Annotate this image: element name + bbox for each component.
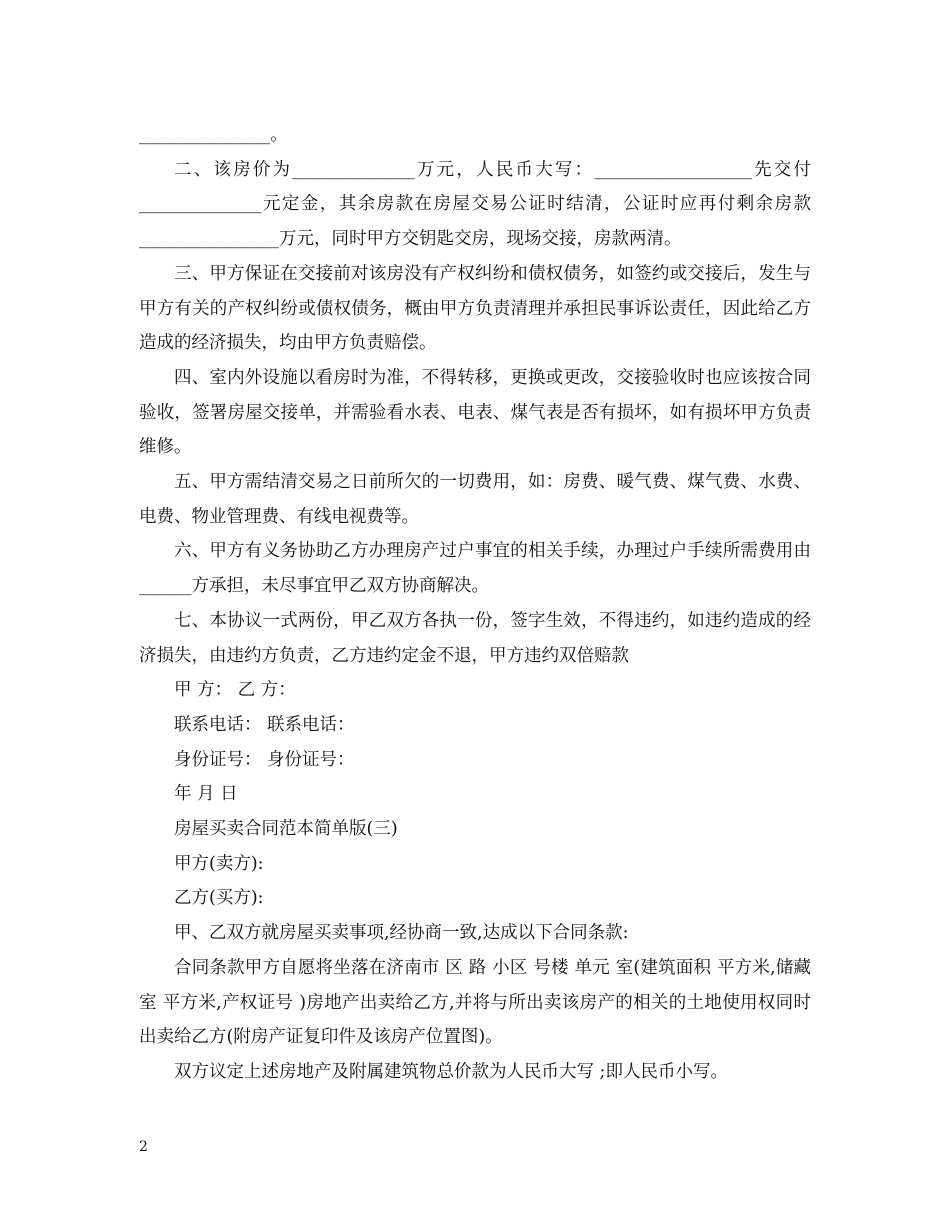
- agreement-intro: 甲、乙双方就房屋买卖事项,经协商一致,达成以下合同条款:: [174, 923, 629, 944]
- clause-5-fees: 五、甲方需结清交易之日前所欠的一切费用，如：房费、暖气费、煤气费、水费、电费、物业管理费、有线电视费等。: [139, 472, 811, 527]
- clause-4-facilities: 四、室内外设施以看房时为准，不得转移，更换或更改，交接验收时也应该按合同验收，签署房屋交接单，并需验看水表、电表、煤气表是否有损坏，如有损坏甲方负责维修。: [139, 367, 811, 458]
- contract-terms: 合同条款甲方自愿将坐落在济南市 区 路 小区 号楼 单元 室(建筑面积 平方米,储藏室 平方米,产权证号 )房地产出卖给乙方,并将与所出卖该房产的相关的土地使用权同时出卖给乙方(附房产证复印件及该房产位置图)。: [139, 957, 811, 1048]
- clause-7-copies: 七、本协议一式两份，甲乙双方各执一份，签字生效，不得违约，如违约造成的经济损失，由违约方负责，乙方违约定金不退，甲方违约双倍赔款: [139, 610, 811, 666]
- party-a-seller: 甲方(卖方):: [174, 853, 264, 874]
- signature-date: 年 月 日: [174, 784, 238, 805]
- signature-phone: 联系电话： 联系电话：: [174, 714, 355, 735]
- party-b-buyer: 乙方(买方):: [174, 888, 264, 909]
- signature-parties: 甲 方： 乙 方：: [174, 680, 296, 701]
- clause-6-transfer: 六、甲方有义务协助乙方办理房产过户事宜的相关手续，办理过户手续所需费用由______方承担，未尽事宜甲乙双方协商解决。: [139, 541, 811, 597]
- paragraph-continuation: _______________。: [139, 125, 288, 145]
- total-price: 双方议定上述房地产及附属建筑物总价款为人民币大写 ;即人民币小写。: [174, 1061, 728, 1082]
- page-number: 2: [139, 1139, 148, 1155]
- clause-3-warranty: 三、甲方保证在交接前对该房没有产权纠纷和债权债务，如签约或交接后，发生与甲方有关的产权纠纷或债权债务，概由甲方负责清理并承担民事诉讼责任，因此给乙方造成的经济损失，均由甲方负责赔偿。: [139, 263, 811, 354]
- signature-id: 身份证号： 身份证号：: [174, 749, 355, 770]
- section-title: 房屋买卖合同范本简单版(三): [174, 819, 398, 840]
- document-body: [139, 118, 811, 1090]
- clause-2-price: 二、该房价为______________万元，人民币大写：__________________先交付______________元定金，其余房款在房屋交易公证时结清，公证时应再付剩余房款________________万元，同时甲方交钥匙交房，现场交接，房款两清。: [139, 159, 811, 250]
